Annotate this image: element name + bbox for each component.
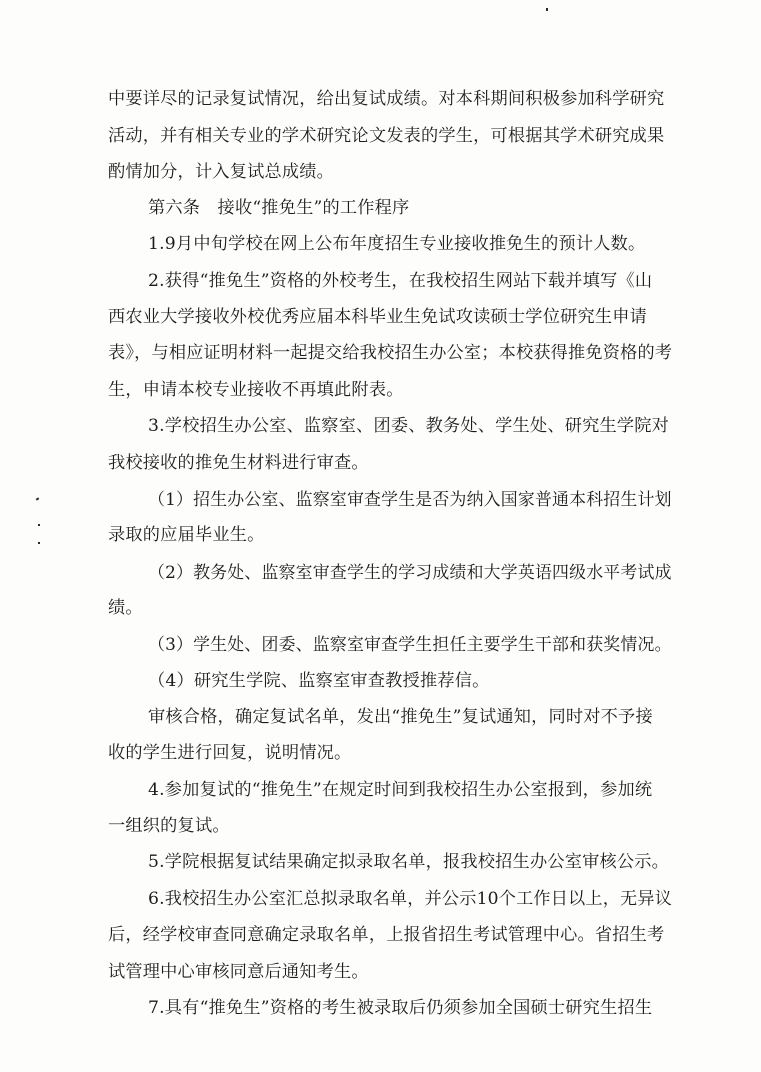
text-line: 6.我校招生办公室汇总拟录取名单，并公示10个工作日以上，无异议	[148, 889, 673, 909]
text-line: 表》，与相应证明材料一起提交给我校招生办公室；本校获得推免资格的考	[108, 343, 673, 363]
text-line: 活动，并有相关专业的学术研究论文发表的学生，可根据其学术研究成果	[108, 126, 665, 146]
scan-speck	[36, 497, 40, 500]
scan-speck	[38, 524, 40, 526]
text-line: 中要详尽的记录复试情况，给出复试成绩。对本科期间积极参加科学研究	[108, 89, 665, 109]
text-line: 试管理中心审核同意后通知考生。	[108, 962, 369, 982]
text-line: 5.学院根据复试结果确定拟录取名单，报我校招生办公室审核公示。	[148, 852, 670, 872]
scan-speck	[546, 8, 548, 11]
text-line: 3.学校招生办公室、监察室、团委、教务处、学生处、研究生学院对	[148, 416, 670, 436]
text-line: 录取的应届毕业生。	[108, 525, 265, 545]
text-line: 2.获得“推免生”资格的外校考生，在我校招生网站下载并填写《山	[148, 271, 653, 291]
text-line: 我校接收的推免生材料进行审查。	[108, 453, 369, 473]
text-line: （1）招生办公室、监察室审查学生是否为纳入国家普通本科招生计划	[148, 489, 672, 509]
text-line: 审核合格，确定复试名单，发出“推免生”复试通知，同时对不予接	[148, 707, 653, 727]
text-line: 生，申请本校专业接收不再填此附表。	[108, 380, 404, 400]
text-line: （4）研究生学院、监察室审查教授推荐信。	[148, 671, 490, 691]
text-line: 后，经学校审查同意确定录取名单，上报省招生考试管理中心。省招生考	[108, 925, 665, 945]
text-line: 一组织的复试。	[108, 816, 230, 836]
text-line: （3）学生处、团委、监察室审查学生担任主要学生干部和获奖情况。	[148, 634, 672, 654]
text-line: （2）教务处、监察室审查学生的学习成绩和大学英语四级水平考试成	[148, 562, 672, 582]
text-line: 西农业大学接收外校优秀应届本科毕业生免试攻读硕士学位研究生申请	[108, 307, 648, 327]
text-line: 7.具有“推免生”资格的考生被录取后仍须参加全国硕士研究生招生	[148, 998, 653, 1018]
section-heading: 第六条 接收“推免生”的工作程序	[148, 198, 410, 218]
text-line: 收的学生进行回复，说明情况。	[108, 743, 352, 763]
text-line: 1.9月中旬学校在网上公布年度招生专业接收推免生的预计人数。	[148, 234, 646, 254]
text-line: 4.参加复试的“推免生”在规定时间到我校招生办公室报到，参加统	[148, 780, 653, 800]
scan-speck	[38, 542, 40, 544]
text-line: 酌情加分，计入复试总成绩。	[108, 162, 335, 182]
text-line: 绩。	[108, 598, 143, 618]
